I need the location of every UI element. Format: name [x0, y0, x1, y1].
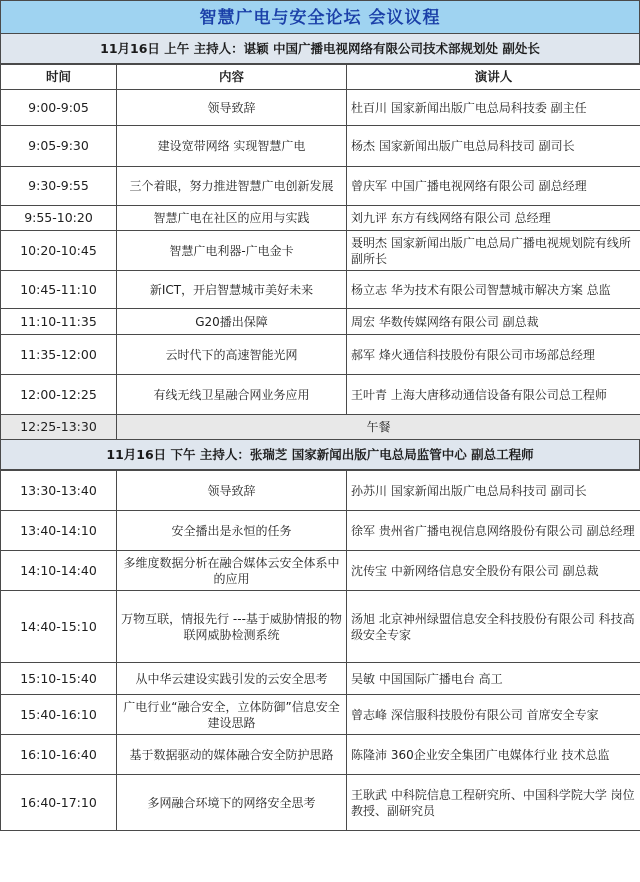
table-row: [1, 309, 640, 335]
row-time: 10:20-10:45: [1, 231, 117, 271]
column-header-speaker: 演讲人: [347, 65, 640, 90]
table-row: [1, 695, 640, 735]
row-topic: 从中华云建设实践引发的云安全思考: [117, 663, 347, 695]
morning-session-header: 11月16日 上午 主持人：谌颖 中国广播电视网络有限公司技术部规划处 副处长: [0, 34, 640, 64]
table-row: [1, 663, 640, 695]
table-row: [1, 335, 640, 375]
row-topic: 三个着眼，努力推进智慧广电创新发展: [117, 167, 347, 206]
table-row: [1, 775, 640, 831]
row-time: 14:40-15:10: [1, 591, 117, 663]
row-time: 14:10-14:40: [1, 551, 117, 591]
row-speaker: 杜百川 国家新闻出版广电总局科技委 副主任: [347, 90, 640, 126]
table-row: [1, 167, 640, 206]
row-topic: 建设宽带网络 实现智慧广电: [117, 126, 347, 167]
row-time: 11:10-11:35: [1, 309, 117, 335]
row-speaker: 王耿武 中科院信息工程研究所、中国科学院大学 岗位教授、副研究员: [347, 775, 640, 831]
row-speaker: 沈传宝 中新网络信息安全股份有限公司 副总裁: [347, 551, 640, 591]
row-time: 12:00-12:25: [1, 375, 117, 415]
row-speaker: 徐军 贵州省广播电视信息网络股份有限公司 副总经理: [347, 511, 640, 551]
row-time: 16:10-16:40: [1, 735, 117, 775]
table-row: [1, 271, 640, 309]
row-time: 9:00-9:05: [1, 90, 117, 126]
row-time: 9:55-10:20: [1, 206, 117, 231]
row-time: 9:30-9:55: [1, 167, 117, 206]
row-topic: 万物互联，情报先行 ---基于威胁情报的物联网威胁检测系统: [117, 591, 347, 663]
lunch-time: 12:25-13:30: [1, 415, 117, 440]
afternoon-agenda-table: [0, 470, 640, 831]
table-row: [1, 551, 640, 591]
row-speaker: 周宏 华数传媒网络有限公司 副总裁: [347, 309, 640, 335]
row-speaker: 杨杰 国家新闻出版广电总局科技司 副司长: [347, 126, 640, 167]
row-speaker: 聂明杰 国家新闻出版广电总局广播电视规划院有线所 副所长: [347, 231, 640, 271]
column-header-time: 时间: [1, 65, 117, 90]
row-speaker: 郝军 烽火通信科技股份有限公司市场部总经理: [347, 335, 640, 375]
row-speaker: 曾志峰 深信服科技股份有限公司 首席安全专家: [347, 695, 640, 735]
row-topic: 基于数据驱动的媒体融合安全防护思路: [117, 735, 347, 775]
lunch-label: 午餐: [117, 415, 640, 440]
table-row: [1, 511, 640, 551]
row-speaker: 陈隆沛 360企业安全集团广电媒体行业 技术总监: [347, 735, 640, 775]
row-topic: 有线无线卫星融合网业务应用: [117, 375, 347, 415]
row-speaker: 孙苏川 国家新闻出版广电总局科技司 副司长: [347, 471, 640, 511]
row-topic: 智慧广电在社区的应用与实践: [117, 206, 347, 231]
row-topic: 新ICT，开启智慧城市美好未来: [117, 271, 347, 309]
row-speaker: 曾庆军 中国广播电视网络有限公司 副总经理: [347, 167, 640, 206]
row-time: 15:40-16:10: [1, 695, 117, 735]
table-row: [1, 231, 640, 271]
agenda-title: 智慧广电与安全论坛 会议议程: [0, 0, 640, 34]
row-topic: 广电行业“融合安全，立体防御”信息安全建设思路: [117, 695, 347, 735]
row-time: 13:30-13:40: [1, 471, 117, 511]
column-header-topic: 内容: [117, 65, 347, 90]
table-row: [1, 591, 640, 663]
table-row: [1, 206, 640, 231]
row-time: 10:45-11:10: [1, 271, 117, 309]
table-row: [1, 126, 640, 167]
morning-agenda-table: [0, 64, 640, 440]
afternoon-session-header: 11月16日 下午 主持人：张瑞芝 国家新闻出版广电总局监管中心 副总工程师: [0, 440, 640, 470]
row-topic: 安全播出是永恒的任务: [117, 511, 347, 551]
row-topic: 云时代下的高速智能光网: [117, 335, 347, 375]
row-speaker: 汤旭 北京神州绿盟信息安全科技股份有限公司 科技高级安全专家: [347, 591, 640, 663]
table-row: [1, 375, 640, 415]
row-topic: 智慧广电利器-广电金卡: [117, 231, 347, 271]
table-row: [1, 735, 640, 775]
row-time: 16:40-17:10: [1, 775, 117, 831]
row-time: 15:10-15:40: [1, 663, 117, 695]
row-topic: 多网融合环境下的网络安全思考: [117, 775, 347, 831]
row-time: 13:40-14:10: [1, 511, 117, 551]
row-speaker: 王叶青 上海大唐移动通信设备有限公司总工程师: [347, 375, 640, 415]
row-speaker: 吴敏 中国国际广播电台 高工: [347, 663, 640, 695]
row-speaker: 刘九评 东方有线网络有限公司 总经理: [347, 206, 640, 231]
table-row: [1, 90, 640, 126]
row-time: 11:35-12:00: [1, 335, 117, 375]
lunch-row: [1, 415, 640, 440]
row-time: 9:05-9:30: [1, 126, 117, 167]
row-topic: G20播出保障: [117, 309, 347, 335]
row-topic: 领导致辞: [117, 471, 347, 511]
row-topic: 多维度数据分析在融合媒体云安全体系中的应用: [117, 551, 347, 591]
row-speaker: 杨立志 华为技术有限公司智慧城市解决方案 总监: [347, 271, 640, 309]
table-row: [1, 471, 640, 511]
row-topic: 领导致辞: [117, 90, 347, 126]
column-header-row: [1, 65, 640, 90]
